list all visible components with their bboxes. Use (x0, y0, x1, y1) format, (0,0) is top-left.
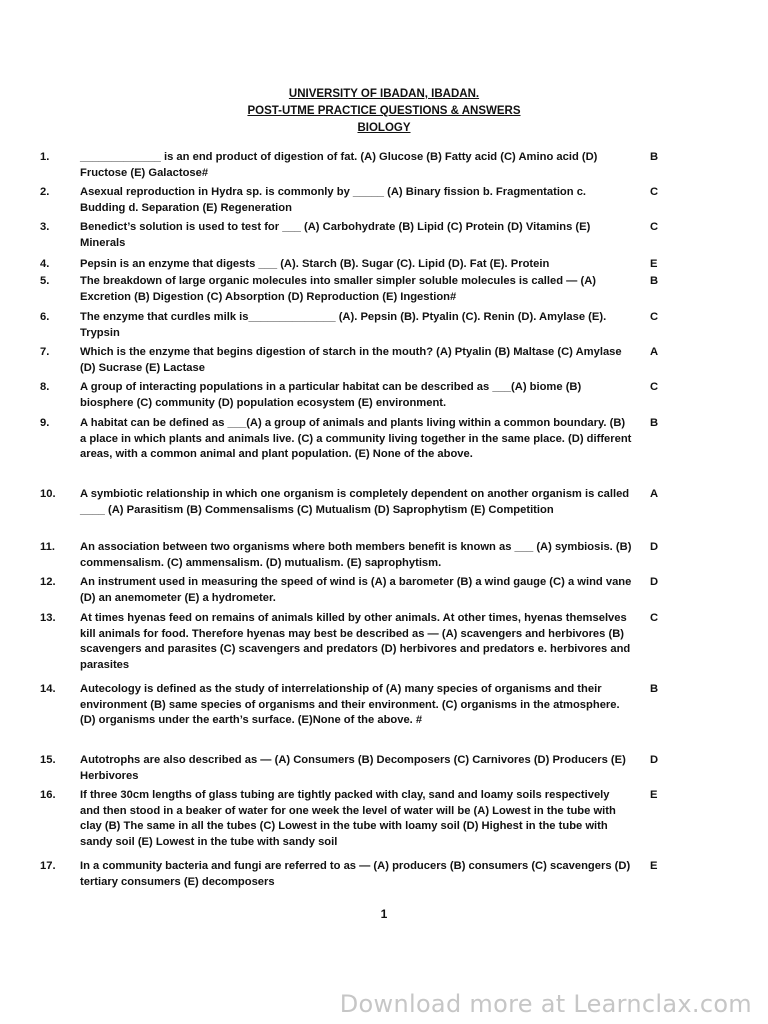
question-number: 3. (40, 221, 50, 233)
question-item (0, 611, 768, 673)
university-title: UNIVERSITY OF IBADAN, IBADAN. (288, 88, 480, 100)
question-number: 1. (40, 151, 50, 163)
page-number: 1 (380, 907, 388, 921)
question-number: 14. (40, 683, 56, 695)
question-item (0, 788, 768, 850)
question-item (0, 487, 768, 518)
subject-title: BIOLOGY (357, 122, 411, 134)
question-text: An association between two organisms where both members benefit is known as ___ (A) symbiosis. (B) commensalism. (C) ammensalism. (D) mutualism. (E) saprophytism. (80, 541, 632, 569)
question-answer: E (650, 258, 658, 270)
question-text: At times hyenas feed on remains of animals killed by other animals. At other times, hyenas themselves kill animals for food. Therefore hyenas may best be described as — (A) scavengers and herbivores (B) scavengers and parasites (C) scavengers and predators (D) herbivores and predators e. herbivores and parasites (80, 612, 631, 671)
question-item (0, 575, 768, 606)
question-number: 13. (40, 612, 56, 624)
question-item (0, 274, 768, 305)
question-number: 7. (40, 346, 50, 358)
question-item (0, 220, 768, 251)
question-text: A habitat can be defined as ___(A) a group of animals and plants living within a common boundary. (B) a place in which plants and animals live. (C) a community living together in the same place. (D) different areas, with a common animal and plant population. (E) None of the above. (80, 417, 632, 461)
question-answer: B (650, 683, 659, 695)
question-answer: E (650, 860, 658, 872)
question-answer: E (650, 789, 658, 801)
question-number: 17. (40, 860, 56, 872)
question-text: An instrument used in measuring the speed of wind is (A) a barometer (B) a wind gauge (C) a wind vane (D) an anemometer (E) a hydrometer. (80, 576, 632, 604)
question-item (0, 345, 768, 376)
question-number: 6. (40, 311, 50, 323)
question-number: 10. (40, 488, 56, 500)
question-text: In a community bacteria and fungi are referred to as — (A) producers (B) consumers (C) scavengers (D) tertiary consumers (E) decomposers (80, 860, 631, 888)
question-item (0, 185, 768, 216)
question-number: 16. (40, 789, 56, 801)
question-text: If three 30cm lengths of glass tubing are tightly packed with clay, sand and loamy soils respectively and then stood in a beaker of water for one week the level of water will be (A) Lowest in the tube with clay (B) The same in all the tubes (C) Lowest in the tube with loamy soil (D) Highest in the tube with sandy soil (E) Lowest in the tube with sandy soil (80, 789, 616, 848)
watermark-text: Download more at Learnclax.com (339, 990, 752, 1018)
question-item (0, 753, 768, 784)
question-number: 9. (40, 417, 50, 429)
question-number: 5. (40, 275, 50, 287)
question-text: A group of interacting populations in a particular habitat can be described as ___(A) biome (B) biosphere (C) community (D) population ecosystem (E) environment. (80, 381, 582, 409)
question-text: The breakdown of large organic molecules into smaller simpler soluble molecules is called — (A) Excretion (B) Digestion (C) Absorption (D) Reproduction (E) Ingestion# (80, 275, 597, 303)
question-answer: C (650, 311, 659, 323)
question-item (0, 859, 768, 890)
question-item (0, 540, 768, 571)
question-answer: D (650, 541, 659, 553)
question-item (0, 150, 768, 181)
question-answer: C (650, 381, 659, 393)
question-number: 2. (40, 186, 50, 198)
question-number: 8. (40, 381, 50, 393)
question-number: 4. (40, 258, 50, 270)
question-answer: C (650, 221, 659, 233)
exam-title: POST-UTME PRACTICE QUESTIONS & ANSWERS (247, 105, 521, 117)
question-text: Autotrophs are also described as — (A) Consumers (B) Decomposers (C) Carnivores (D) Producers (E) Herbivores (80, 754, 626, 782)
question-text: Benedict’s solution is used to test for ___ (A) Carbohydrate (B) Lipid (C) Protein (D) Vitamins (E) Minerals (80, 221, 591, 249)
question-answer: A (650, 346, 659, 358)
question-answer: A (650, 488, 659, 500)
question-item (0, 416, 768, 463)
question-answer: D (650, 754, 659, 766)
question-item (0, 682, 768, 729)
question-answer: C (650, 612, 659, 624)
question-item (0, 380, 768, 411)
question-answer: D (650, 576, 659, 588)
question-number: 15. (40, 754, 56, 766)
question-number: 11. (40, 541, 55, 553)
question-text: A symbiotic relationship in which one organism is completely dependent on another organism is called ____ (A) Parasitism (B) Commensalisms (C) Mutualism (D) Saprophytism (E) Competition (80, 488, 630, 516)
question-answer: B (650, 417, 659, 429)
question-number: 12. (40, 576, 56, 588)
question-text: Asexual reproduction in Hydra sp. is commonly by _____ (A) Binary fission b. Fragmentation c. Budding d. Separation (E) Regeneration (80, 186, 587, 214)
question-text: Autecology is defined as the study of interrelationship of (A) many species of organisms and their environment (B) same species of organisms and their environment. (C) organisms in the atmosphere. (D) organisms under the earth’s surface. (E)None of the above. # (80, 683, 620, 727)
question-answer: B (650, 151, 659, 163)
question-item (0, 257, 768, 273)
question-answer: C (650, 186, 659, 198)
document-header (0, 86, 768, 137)
question-text: Pepsin is an enzyme that digests ___ (A). Starch (B). Sugar (C). Lipid (D). Fat (E). Protein (80, 258, 550, 270)
question-answer: B (650, 275, 659, 287)
question-item (0, 310, 768, 341)
question-text: _____________ is an end product of digestion of fat. (A) Glucose (B) Fatty acid (C) Amino acid (D) Fructose (E) Galactose# (80, 151, 598, 179)
question-text: The enzyme that curdles milk is______________ (A). Pepsin (B). Ptyalin (C). Renin (D). Amylase (E). Trypsin (80, 311, 607, 339)
question-text: Which is the enzyme that begins digestion of starch in the mouth? (A) Ptyalin (B) Maltase (C) Amylase (D) Sucrase (E) Lactase (80, 346, 622, 374)
